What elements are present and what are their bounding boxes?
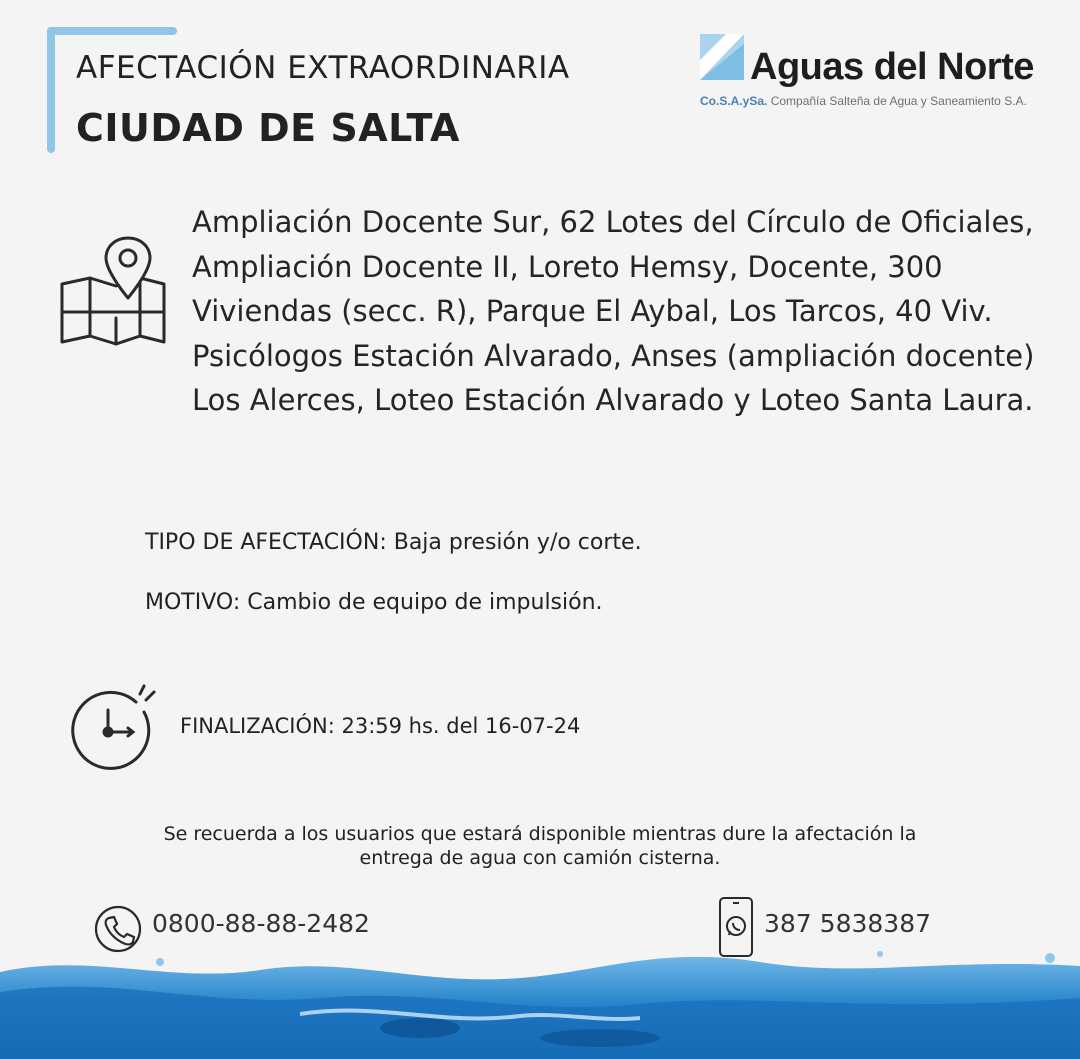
affectation-type-value: Baja presión y/o corte. — [386, 530, 642, 555]
clock-icon — [66, 680, 158, 772]
title-line-2: CIUDAD DE SALTA — [76, 106, 460, 150]
reminder-text: Se recuerda a los usuarios que estará disponible mientras dure la afectación la entrega de agua con camión cisterna. — [163, 823, 917, 869]
logo-subtitle-bold: Co.S.A.ySa. — [700, 94, 768, 108]
logo-subtitle — [700, 94, 1027, 108]
affectation-type — [145, 530, 642, 555]
phone-number[interactable]: 0800-88-88-2482 — [152, 909, 370, 938]
affectation-reason-value: Cambio de equipo de impulsión. — [240, 590, 603, 615]
affectation-reason — [145, 590, 603, 615]
logo-name: Aguas del Norte — [750, 46, 1034, 88]
header-bracket-horizontal — [47, 27, 177, 35]
logo-subtitle-rest: Compañía Salteña de Agua y Saneamiento S.A. — [767, 94, 1027, 108]
affectation-reason-label: MOTIVO: — [145, 590, 241, 615]
finalization-text: FINALIZACIÓN: 23:59 hs. del 16-07-24 — [180, 714, 581, 738]
whatsapp-number[interactable]: 387 5838387 — [764, 909, 932, 938]
title-line-1: AFECTACIÓN EXTRAORDINARIA — [76, 50, 570, 86]
map-pin-icon — [56, 236, 168, 348]
header-bracket-vertical — [47, 27, 55, 153]
affectation-type-label: TIPO DE AFECTACIÓN: — [145, 530, 387, 555]
logo-mark-icon — [700, 34, 744, 80]
affected-areas-text: Ampliación Docente Sur, 62 Lotes del Círculo de Oficiales, Ampliación Docente II, Loreto Hemsy, Docente, 300 Viviendas (secc. R), Parque El Aybal, Los Tarcos, 40 Viv. Psicólogos Estación Alvarado, Anses (ampliación docente) Los Alerces, Loteo Estación Alvarado y Loteo Santa Laura. — [192, 205, 1035, 418]
water-wave-decoration — [0, 944, 1080, 1059]
